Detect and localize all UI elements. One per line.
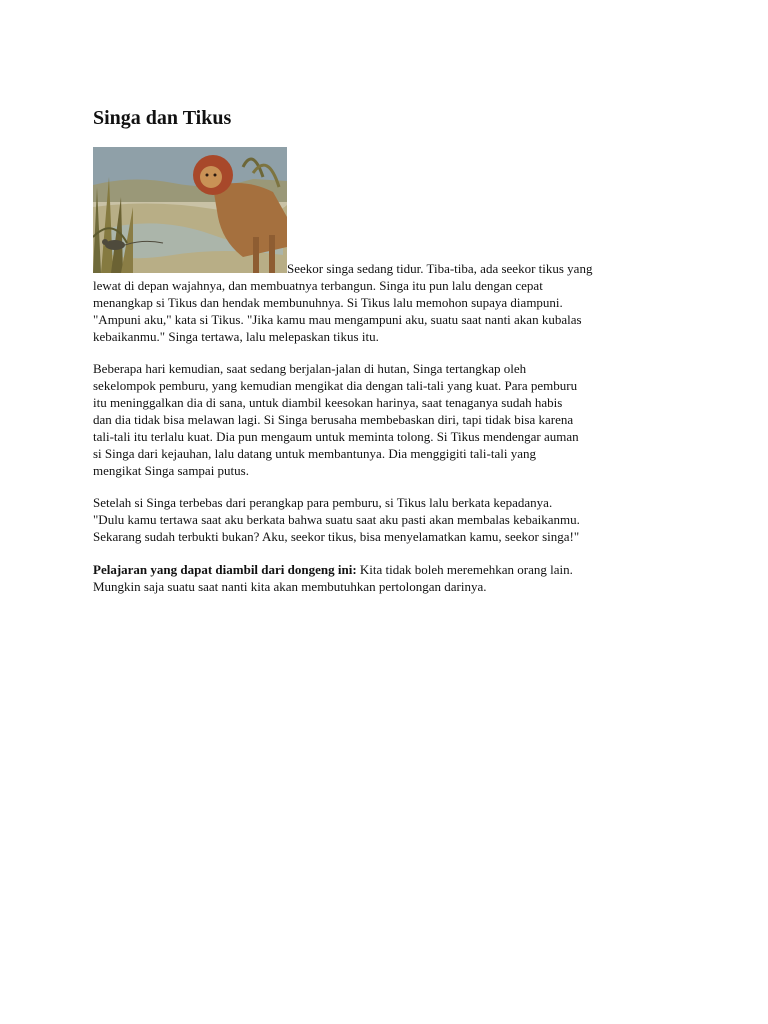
lion-and-mouse-illustration (93, 147, 287, 273)
moral-text: Kita tidak boleh meremehkan orang lain. (356, 562, 573, 577)
paragraph2-line3: itu meninggalkan dia di sana, untuk diambil keesokan harinya, saat tenaganya sudah habis (93, 395, 563, 410)
paragraph-2 (93, 360, 693, 479)
paragraph2-line4: dan dia tidak bisa melawan lagi. Si Singa berusaha membebaskan diri, tapi tidak bisa karena (93, 412, 574, 427)
story-title: Singa dan Tikus (93, 107, 232, 129)
paragraph-moral (93, 561, 693, 595)
paragraph-3 (93, 494, 693, 545)
paragraph2-line7: mengikat Singa sampai putus. (93, 463, 249, 478)
paragraph2-line1: Beberapa hari kemudian, saat sedang berjalan-jalan di hutan, Singa tertangkap oleh (93, 361, 527, 376)
paragraph1-line1: Seekor singa sedang tidur. Tiba-tiba, ada seekor tikus yang (287, 261, 593, 276)
paragraph2-line5: tali-tali itu terlalu kuat. Dia pun mengaum untuk meminta tolong. Si Tikus mendengar auman (93, 429, 579, 444)
paragraph2-line2: sekelompok pemburu, yang kemudian mengikat dia dengan tali-tali yang kuat. Para pemburu (93, 378, 578, 393)
paragraph1-line2: lewat di depan wajahnya, dan membuatnya terbangun. Singa itu pun lalu dengan cepat (93, 278, 543, 293)
paragraph3-line3: Sekarang sudah terbukti bukan? Aku, seekor tikus, bisa menyelamatkan kamu, seekor singa!" (93, 529, 580, 544)
paragraph3-line1: Setelah si Singa terbebas dari perangkap para pemburu, si Tikus lalu berkata kepadanya. (93, 495, 553, 510)
moral-line1 (93, 561, 693, 578)
moral-line2: Mungkin saja suatu saat nanti kita akan membutuhkan pertolongan darinya. (93, 579, 487, 594)
moral-label: Pelajaran yang dapat diambil dari dongeng ini: (93, 562, 357, 577)
paragraph1-line3: menangkap si Tikus dan hendak membunuhnya. Si Tikus lalu memohon supaya diampuni. (93, 295, 563, 310)
paragraph3-line2: "Dulu kamu tertawa saat aku berkata bahwa suatu saat aku pasti akan membalas kebaikanmu. (93, 512, 580, 527)
paragraph-1 (93, 277, 693, 345)
paragraph1-line5: kebaikanmu." Singa tertawa, lalu melepaskan tikus itu. (93, 329, 379, 344)
illustration-graphic (93, 147, 287, 273)
paragraph2-line6: si Singa dari kejauhan, lalu datang untuk membantunya. Dia menggigiti tali-tali yang (93, 446, 536, 461)
paragraph1-line4: "Ampuni aku," kata si Tikus. "Jika kamu mau mengampuni aku, suatu saat nanti akan kubalas (93, 312, 582, 327)
